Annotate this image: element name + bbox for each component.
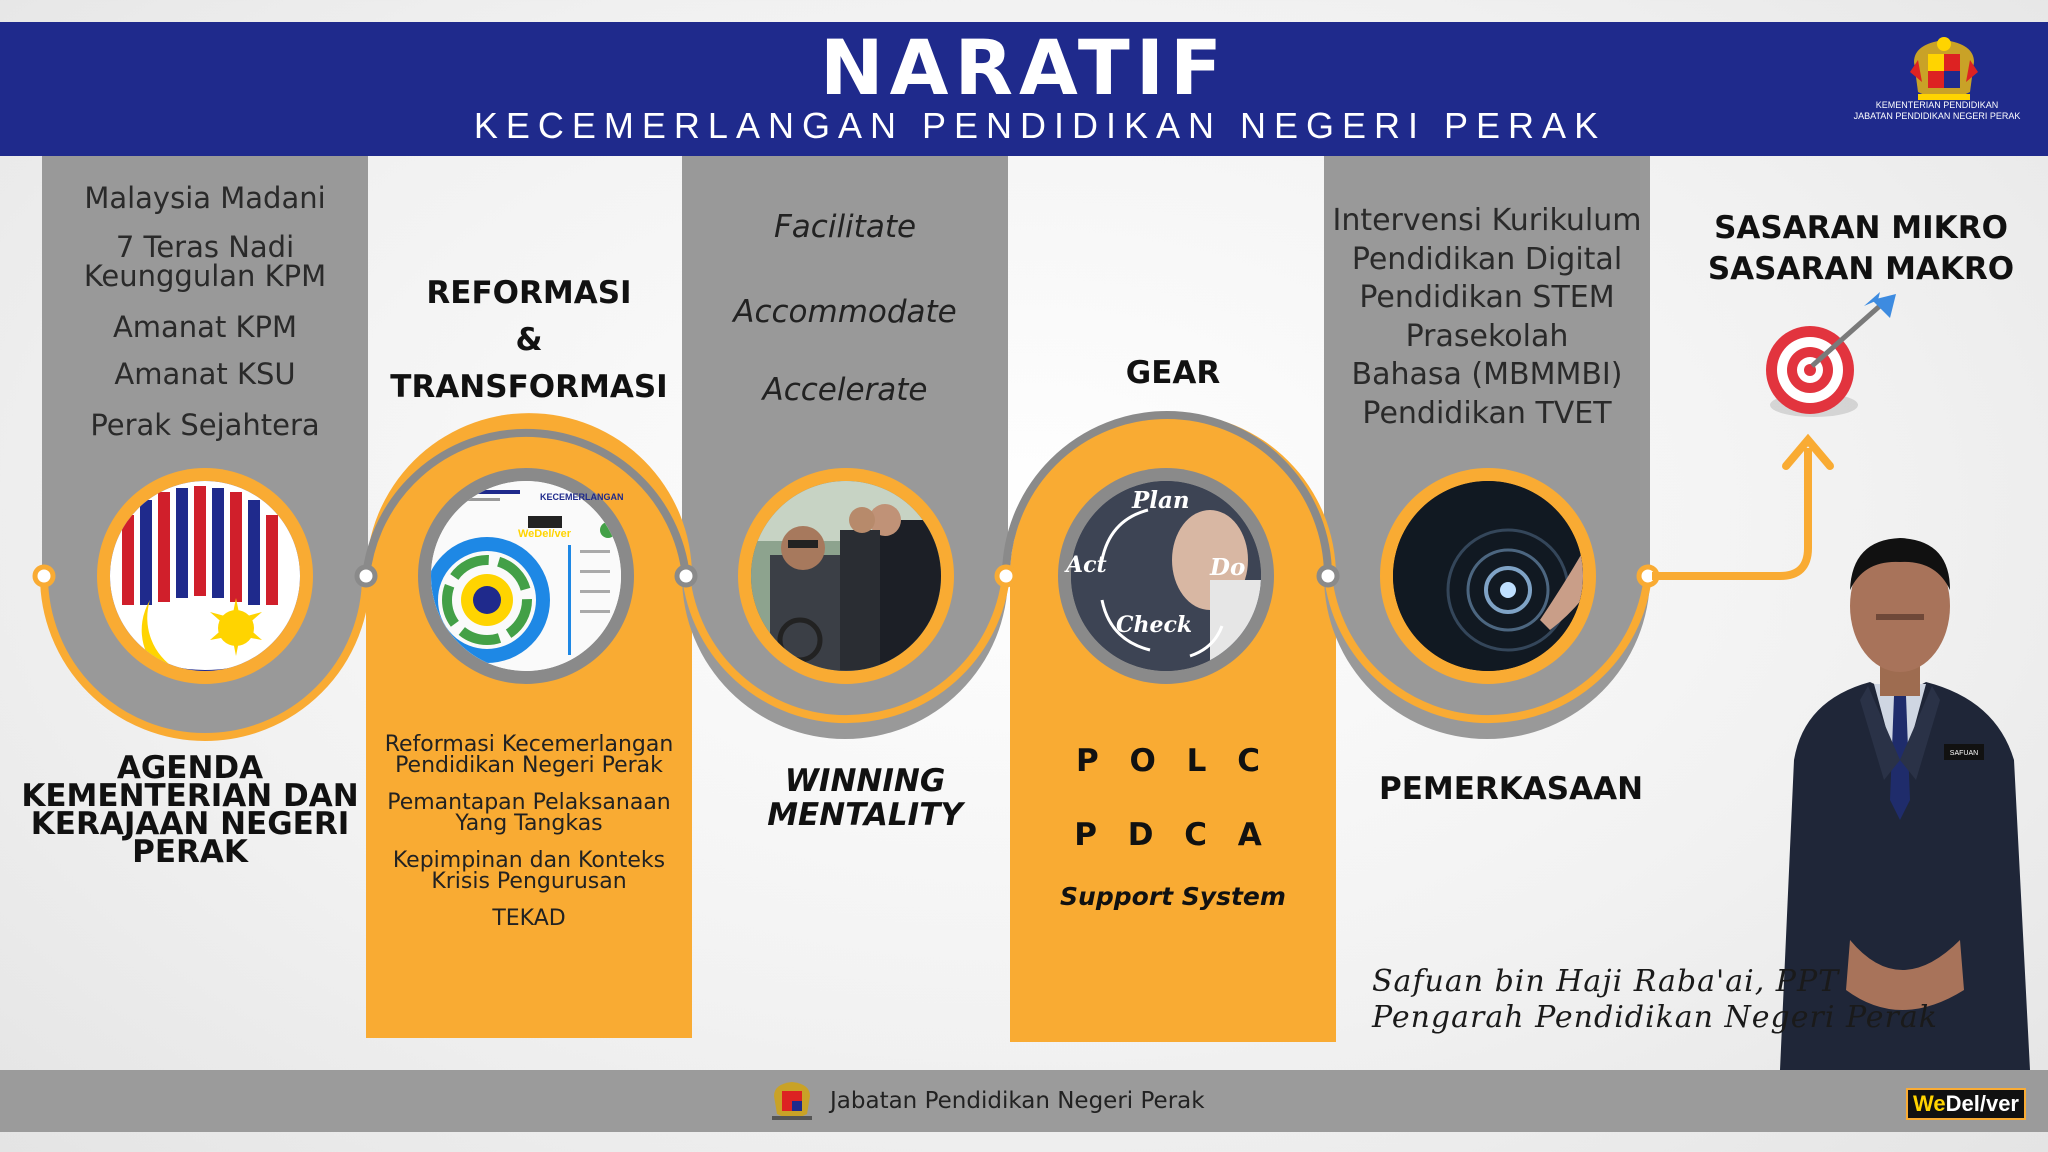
list-item: Kepimpinan dan Konteks Krisis Pengurusan [392,848,666,894]
list-item: TEKAD [492,906,566,931]
list-item: Malaysia Madani [84,181,326,215]
stage3-heading: WINNING MENTALITY [767,763,963,833]
cycle-act-label: Act [1066,552,1107,578]
stage2-item-list [366,734,692,929]
list-item: Facilitate [773,209,917,245]
target-icon [1766,292,1896,417]
wedeliver-logo: WeDel/ver [1906,1088,2026,1120]
stage1-heading: AGENDA KEMENTERIAN DAN KERAJAAN NEGERI PERAK [21,750,359,870]
list-item: Amanat KPM [112,310,298,344]
list-item: Perak Sejahtera [90,408,320,442]
list-item: Amanat KSU [114,357,296,391]
cycle-do-label: Do [1210,554,1246,581]
stage4-heading: GEAR [1125,355,1221,391]
ministry-label: KEMENTERIAN PENDIDIKAN JABATAN PENDIDIKAN NEGERI PERAK [1853,100,2021,122]
stage5-item-list [1324,202,1650,433]
footer-crest-icon [766,1078,818,1124]
list-item: Pendidikan Digital [1351,241,1623,277]
cycle-plan-label: Plan [1132,487,1190,514]
page-title: NARATIF [820,23,1228,112]
stage3-item-list [682,209,1008,408]
signature-position: Pengarah Pendidikan Negeri Perak [1372,1000,1938,1035]
list-item: Accelerate [762,372,928,408]
list-item: Pendidikan TVET [1362,395,1612,431]
list-item: Bahasa (MBMMBI) [1351,357,1623,392]
goal-heading: SASARAN MIKRO SASARAN MAKRO [1707,210,2015,287]
signature-name: Safuan bin Haji Raba'ai, PPT [1372,964,1840,999]
stage4-polc: P O L C [1076,743,1270,779]
list-item: Keunggulan KPM [83,259,327,293]
list-item: 7 Teras Nadi [115,230,295,264]
footer-bar [0,1070,2048,1132]
list-item: Reformasi Kecemerlangan Pendidikan Negeri Perak [384,732,674,778]
stage2-heading: REFORMASI & TRANSFORMASI [390,275,668,405]
list-item: Pendidikan STEM [1359,280,1615,315]
list-item: Accommodate [733,294,957,330]
footer-text: Jabatan Pendidikan Negeri Perak [830,1088,1205,1114]
stage5-heading: PEMERKASAAN [1378,771,1644,807]
stage4-pdca: P D C A [1074,817,1272,853]
list-item: Pemantapan Pelaksanaan Yang Tangkas [387,790,671,836]
stage1-item-list [42,181,368,442]
page-subtitle: KECEMERLANGAN PENDIDIKAN NEGERI PERAK [473,105,1607,146]
list-item: Prasekolah [1405,318,1569,354]
list-item: Intervensi Kurikulum [1332,203,1642,238]
name-badge: SAFUAN [1949,750,1979,757]
reform-image-badge: WeDel/ver [518,528,571,540]
reform-document-image [431,481,621,671]
cycle-check-label: Check [1116,612,1193,638]
reform-image-caption: KECEMERLANGAN [540,492,624,502]
stage4-support-system: Support System [1060,882,1286,911]
